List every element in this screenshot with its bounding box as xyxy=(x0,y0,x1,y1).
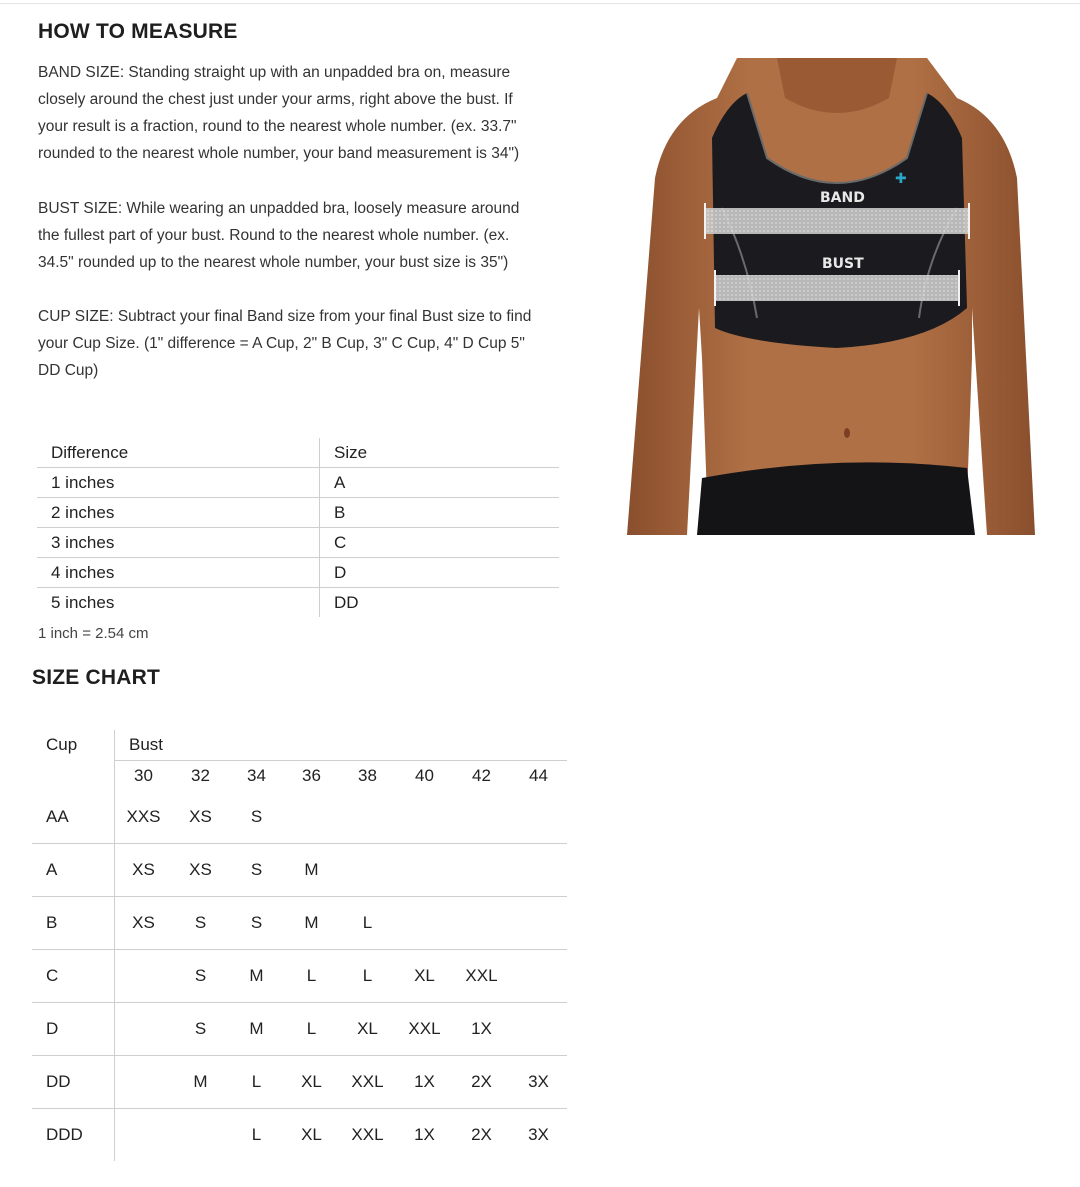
size-cell xyxy=(510,844,567,897)
difference-cell: 3 inches xyxy=(37,528,320,558)
band-label: BAND xyxy=(820,190,865,206)
difference-header-row xyxy=(37,438,559,468)
size-cell: XL xyxy=(339,1003,396,1056)
size-cell: M xyxy=(284,844,339,897)
size-cell: S xyxy=(172,950,229,1003)
size-cell: L xyxy=(284,950,339,1003)
bust-line: BUST SIZE: While wearing an unpadded bra, loosely measure around xyxy=(38,200,520,217)
how-to-measure-heading: HOW TO MEASURE xyxy=(38,20,238,43)
size-cell xyxy=(396,897,453,950)
size-cell: XS xyxy=(172,844,229,897)
cup-cell: B xyxy=(32,897,115,950)
bust-size: 40 xyxy=(396,761,453,791)
size-cell: DD xyxy=(320,588,560,618)
size-cell: 1X xyxy=(453,1003,510,1056)
bust-size: 32 xyxy=(172,761,229,791)
size-cell xyxy=(396,844,453,897)
model-measure-illustration xyxy=(627,58,1043,535)
size-cell: L xyxy=(339,897,396,950)
size-cell xyxy=(339,790,396,844)
size-cell xyxy=(453,844,510,897)
size-cell: M xyxy=(229,1003,284,1056)
bust-sizes-row xyxy=(32,761,567,791)
cup-cell: A xyxy=(32,844,115,897)
table-row xyxy=(37,528,559,558)
table-row xyxy=(32,1003,567,1056)
cup-cell: D xyxy=(32,1003,115,1056)
bust-size-paragraph xyxy=(38,195,563,276)
table-row xyxy=(32,897,567,950)
size-cell: 1X xyxy=(396,1056,453,1109)
shorts-shape xyxy=(697,462,975,535)
size-cell: XS xyxy=(189,806,212,826)
size-cell xyxy=(396,790,453,844)
size-cell xyxy=(510,1003,567,1056)
table-row xyxy=(32,950,567,1003)
cup-cell: DD xyxy=(32,1056,115,1109)
size-cell: XXL xyxy=(339,1109,396,1162)
table-row xyxy=(32,1056,567,1109)
table-row xyxy=(37,498,559,528)
size-chart-table xyxy=(32,730,567,1161)
band-line: your result is a fraction, round to the nearest whole number. (ex. 33.7" xyxy=(38,118,517,135)
size-cell xyxy=(172,1109,229,1162)
bust-size: 30 xyxy=(115,761,173,791)
size-cell xyxy=(453,790,510,844)
table-row xyxy=(37,588,559,618)
cup-cell: C xyxy=(32,950,115,1003)
difference-header: Difference xyxy=(37,438,320,468)
size-cell: 2X xyxy=(453,1109,510,1162)
size-cell: M xyxy=(284,897,339,950)
size-cell: S xyxy=(229,897,284,950)
size-cell: XXL xyxy=(339,1056,396,1109)
size-cell: XXL xyxy=(453,950,510,1003)
cup-size-paragraph xyxy=(38,303,563,384)
size-cell xyxy=(510,897,567,950)
inch-conversion-note: 1 inch = 2.54 cm xyxy=(38,625,149,642)
size-cell: S xyxy=(250,806,263,826)
size-cell xyxy=(115,1109,173,1162)
size-cell: L xyxy=(229,1056,284,1109)
size-cell: 2X xyxy=(453,1056,510,1109)
cup-cell: AA xyxy=(32,790,115,844)
size-cell: 1X xyxy=(396,1109,453,1162)
size-cell xyxy=(115,950,173,1003)
table-row xyxy=(32,790,567,844)
size-cell: S xyxy=(172,897,229,950)
size-cell xyxy=(115,1056,173,1109)
size-cell xyxy=(510,950,567,1003)
table-row xyxy=(32,844,567,897)
bust-size: 38 xyxy=(339,761,396,791)
size-cell xyxy=(453,897,510,950)
size-cell: M xyxy=(172,1056,229,1109)
table-row xyxy=(37,558,559,588)
band-size-paragraph xyxy=(38,59,563,167)
bust-size: 36 xyxy=(284,761,339,791)
difference-cell: 5 inches xyxy=(51,592,115,612)
bust-line: 34.5" rounded up to the nearest whole number, your bust size is 35") xyxy=(38,254,509,271)
bust-size: 44 xyxy=(510,761,567,791)
cup-line: DD Cup) xyxy=(38,362,99,379)
size-cell: L xyxy=(339,950,396,1003)
table-row xyxy=(37,468,559,498)
size-cell: XL xyxy=(396,950,453,1003)
cup-header: Cup xyxy=(32,730,115,761)
size-chart-body xyxy=(32,790,567,1161)
size-cell: XS xyxy=(115,844,173,897)
size-cell: XXL xyxy=(396,1003,453,1056)
size-cell: B xyxy=(320,498,560,528)
size-cell: L xyxy=(284,1003,339,1056)
size-header: Size xyxy=(320,438,560,468)
bust-size: 42 xyxy=(453,761,510,791)
bust-size: 34 xyxy=(229,761,284,791)
brand-logo-icon: ✚ xyxy=(895,171,907,187)
bust-label: BUST xyxy=(822,256,864,272)
size-cell: XXS xyxy=(126,806,161,826)
bust-measure-bar xyxy=(715,275,959,301)
size-cell: M xyxy=(229,950,284,1003)
difference-cell: 4 inches xyxy=(37,558,320,588)
size-cell: 3X xyxy=(510,1056,567,1109)
band-line: BAND SIZE: Standing straight up with an unpadded bra on, measure xyxy=(38,64,511,81)
band-line: closely around the chest just under your arms, right above the bust. If xyxy=(38,91,513,108)
top-divider xyxy=(0,3,1080,4)
empty-cell xyxy=(32,761,115,791)
bust-header: Bust xyxy=(129,735,164,754)
bust-line: the fullest part of your bust. Round to the nearest whole number. (ex. xyxy=(38,227,510,244)
difference-cell: 2 inches xyxy=(37,498,320,528)
difference-cell: 1 inches xyxy=(37,468,320,498)
size-cell: S xyxy=(229,844,284,897)
size-cell xyxy=(510,790,567,844)
size-cell: 3X xyxy=(510,1109,567,1162)
size-cell: XS xyxy=(115,897,173,950)
cup-cell: DDD xyxy=(32,1109,115,1162)
size-cell xyxy=(115,1003,173,1056)
table-row xyxy=(32,1109,567,1162)
size-cell: L xyxy=(229,1109,284,1162)
size-chart-heading: SIZE CHART xyxy=(32,666,160,689)
size-chart-header-row xyxy=(32,730,567,761)
cup-line: CUP SIZE: Subtract your final Band size from your final Bust size to find xyxy=(38,308,532,325)
size-cell: C xyxy=(320,528,560,558)
size-cell: D xyxy=(320,558,560,588)
size-cell: XL xyxy=(284,1109,339,1162)
size-cell: S xyxy=(172,1003,229,1056)
cup-line: your Cup Size. (1" difference = A Cup, 2" B Cup, 3" C Cup, 4" D Cup 5" xyxy=(38,335,525,352)
navel-shape xyxy=(844,428,850,438)
difference-table xyxy=(37,438,559,617)
size-cell xyxy=(339,844,396,897)
size-cell: A xyxy=(320,468,560,498)
size-cell: XL xyxy=(284,1056,339,1109)
band-measure-bar xyxy=(705,208,969,234)
size-cell xyxy=(284,790,339,844)
band-line: rounded to the nearest whole number, your band measurement is 34") xyxy=(38,145,520,162)
